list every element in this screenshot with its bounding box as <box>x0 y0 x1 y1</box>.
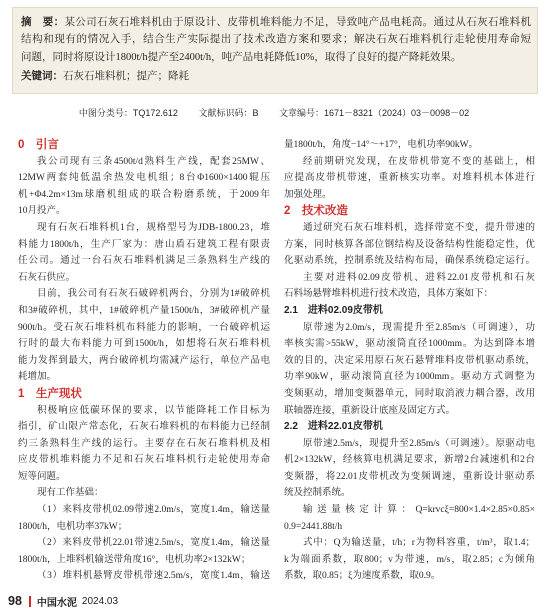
text-line: 短等问题。 <box>18 471 66 482</box>
text-line: 900t/h。受石灰石堆料机布料能力的影响，一台破碎机运 <box>18 322 270 333</box>
text-line: 我公司现有三条4500t/d熟料生产线，配套25MW、 <box>37 156 270 167</box>
text-line: k为端面系数，取800；v为带速，m/s，取2.85；c为倾角 <box>284 554 535 565</box>
section-heading-status: 1 生产现状 <box>18 387 82 400</box>
text-line: 主要对进料02.09皮带机、进料22.01皮带机和石灰 <box>303 272 535 283</box>
abstract-line: 结构和现有的情况入手，结合生产实际提出了技术改造方案和要求；解决石灰石堆料机行走轮使用寿命短 <box>21 34 531 45</box>
text-line: 机2×132kW，经核算电机满足要求，新增2台减速机和2台 <box>284 455 535 466</box>
paragraph <box>18 286 270 386</box>
section-heading-intro: 0 引言 <box>18 139 59 151</box>
text-line: 指引，矿山限产常态化，石灰石堆料机的布料能力已经制 <box>18 422 270 433</box>
text-line: 1800t/h，电机功率37kW； <box>18 521 128 532</box>
text-line: 效的目的，决定采用原石灰石悬臂堆料皮带机驱动系统， <box>284 355 535 366</box>
footer-divider <box>29 596 31 607</box>
text-line: 应皮带机堆料能力不足和石灰石堆料机行走轮使用寿命 <box>18 455 270 466</box>
paragraph <box>284 436 535 502</box>
list-item <box>18 502 270 535</box>
paragraph <box>284 320 535 420</box>
text-line: 0.9=2441.88t/h <box>284 521 343 532</box>
text-line: 量1800t/h，角度−14°～+17°，电机功率90kW。 <box>284 140 479 150</box>
paragraph <box>18 403 270 486</box>
text-line: 和3#破碎机，其中，1#破碎机产量1500t/h，3#破碎机产量 <box>18 305 270 316</box>
text-line: 率核实需>55kW，驱动滚筒直径1000mm。为达到降本增 <box>284 339 535 350</box>
text-line: 行时的最大布料能力可到1500t/h，如想将石灰石堆料机 <box>18 339 270 350</box>
text-line: 变频器，将22.01皮带机改为变频调速，重新设计驱动系 <box>284 471 535 482</box>
paragraph <box>284 270 535 303</box>
list-item <box>18 535 270 568</box>
text-line: 方案，同时核算各部位钢结构及设备结构性能稳定性，优 <box>284 239 535 250</box>
article-number: 文章编号：1671－8321（2024）03－0098－02 <box>278 108 470 118</box>
abstract-label: 摘 要： <box>21 16 65 28</box>
list-item <box>18 568 270 585</box>
text-line: 统及控制系统。 <box>284 488 351 499</box>
text-line: 耗增加。 <box>18 372 57 383</box>
abstract-line: 问题，同时将原设计1800t/h提产至2400t/h，吨产品电耗降低10%，取得了良好的提产降耗效果。 <box>21 52 462 63</box>
right-column <box>284 137 535 585</box>
subsection-heading-2-2: 2.2 进料22.01皮带机 <box>284 421 383 433</box>
text-line: （3）堆料机悬臂皮带机带速2.5m/s，宽度1.4m，输送 <box>37 571 270 582</box>
text-line: （1）来料皮带机02.09带速2.0m/s，宽度1.4m，输送量 <box>37 505 270 516</box>
text-line: 10月投产。 <box>18 206 66 217</box>
text-line: 料能力1800t/h，生产厂家为：唐山盾石建筑工程有限责 <box>18 239 270 250</box>
text-line: 化驱动系统，控制系统及结构布局，确保系统稳定运行。 <box>284 256 535 267</box>
classification-line <box>0 106 548 120</box>
text-line: （2）来料皮带机22.01带速2.5m/s，宽度1.4m，输送量 <box>37 538 270 549</box>
abstract-box <box>12 7 538 94</box>
text-line: 通过研究石灰石堆料机，选择带宽不变，提升带速的 <box>303 222 535 233</box>
document-code: 文献标识码：B <box>198 108 259 118</box>
text-line: 应提高皮带机带速，重新核实功率。对堆料机本体进行 <box>284 173 535 184</box>
text-line: 积极响应低碳环保的要求，以节能降耗工作目标为 <box>37 405 270 416</box>
journal-issue: 2024.03 <box>81 595 119 607</box>
text-line: 约三条熟料生产线的运行。主要存在石灰石堆料机及相 <box>18 438 270 449</box>
page-number: 98 <box>8 594 22 608</box>
text-line: 式中：Q为输送量，t/h；r为物料容重，t/m³，取1.4； <box>303 538 535 549</box>
text-line: 经前期研究发现，在皮带机带宽不变的基础上，相 <box>303 156 535 167</box>
text-line: 机+Φ4.2m×13m球磨机组成的联合粉磨系统，于2009年 <box>18 189 270 200</box>
journal-name: 中国水泥 <box>36 597 77 609</box>
text-line: 能力发挥到最大，两台破碎机均需减产运行，单位产品电 <box>18 355 270 366</box>
text-line: 石灰石供应。 <box>18 272 76 283</box>
clc-number: 中图分类号：TQ172.612 <box>78 108 178 118</box>
paragraph <box>284 220 535 270</box>
page-footer <box>8 592 118 610</box>
paragraph <box>18 220 270 286</box>
paragraph <box>18 154 270 220</box>
text-line: 原带速为2.0m/s，现需提升至2.85m/s（可调速），功 <box>303 322 535 333</box>
text-line: 系数，取0.85；ξ为速度系数，取0.9。 <box>284 571 441 582</box>
paragraph <box>284 154 535 204</box>
text-line: 石料场悬臂堆料机进行技术改造，具体方案如下： <box>284 289 494 300</box>
text-line: 联轴器连接，重新设计底座及固定方式。 <box>284 405 456 416</box>
formula <box>284 502 535 535</box>
text-line: 加强处理。 <box>284 189 332 200</box>
subsection-heading-2-1: 2.1 进料02.09皮带机 <box>284 304 383 316</box>
abstract-text: 某公司石灰石堆料机由于原设计、皮带机堆料能力不足，导致吨产品电耗高。通过从石灰石堆料机 <box>64 17 532 28</box>
text-line: 1800t/h，上堆料机输送带角度16°，电机功率2×132kW； <box>18 554 251 565</box>
keywords-text: 石灰石堆料机；提产；降耗 <box>63 71 189 82</box>
keywords-line <box>21 67 531 85</box>
text-line: 目前，我公司有石灰石破碎机两台，分别为1#破碎机 <box>37 289 270 300</box>
paragraph <box>284 535 535 585</box>
text-line: 现有石灰石堆料机1台，规格型号为JDB-1800.23，堆 <box>37 222 270 233</box>
text-line: 现有工作基础： <box>37 488 104 499</box>
text-line: 变频驱动，增加变频器单元，同时取消液力耦合器，改用 <box>284 388 535 399</box>
left-column <box>18 137 270 585</box>
text-line: 12MW两套纯低温余热发电机组；8台Φ1600×1400辊压 <box>18 173 270 184</box>
keywords-label: 关键词： <box>21 70 63 82</box>
text-line: 任公司。通过一台石灰石堆料机满足三条熟料生产线的 <box>18 256 270 267</box>
text-line: 功率90kW，驱动滚筒直径为1000mm。驱动方式调整为 <box>284 372 535 383</box>
text-line: 输送量核定计算：Q=krvcξ=800×1.4×2.85×0.85× <box>303 505 535 516</box>
section-heading-tech: 2 技术改造 <box>284 205 348 218</box>
text-line: 原带速2.5m/s，现提升至2.85m/s（可调速）。原驱动电 <box>303 438 535 449</box>
abstract-line <box>21 13 531 31</box>
